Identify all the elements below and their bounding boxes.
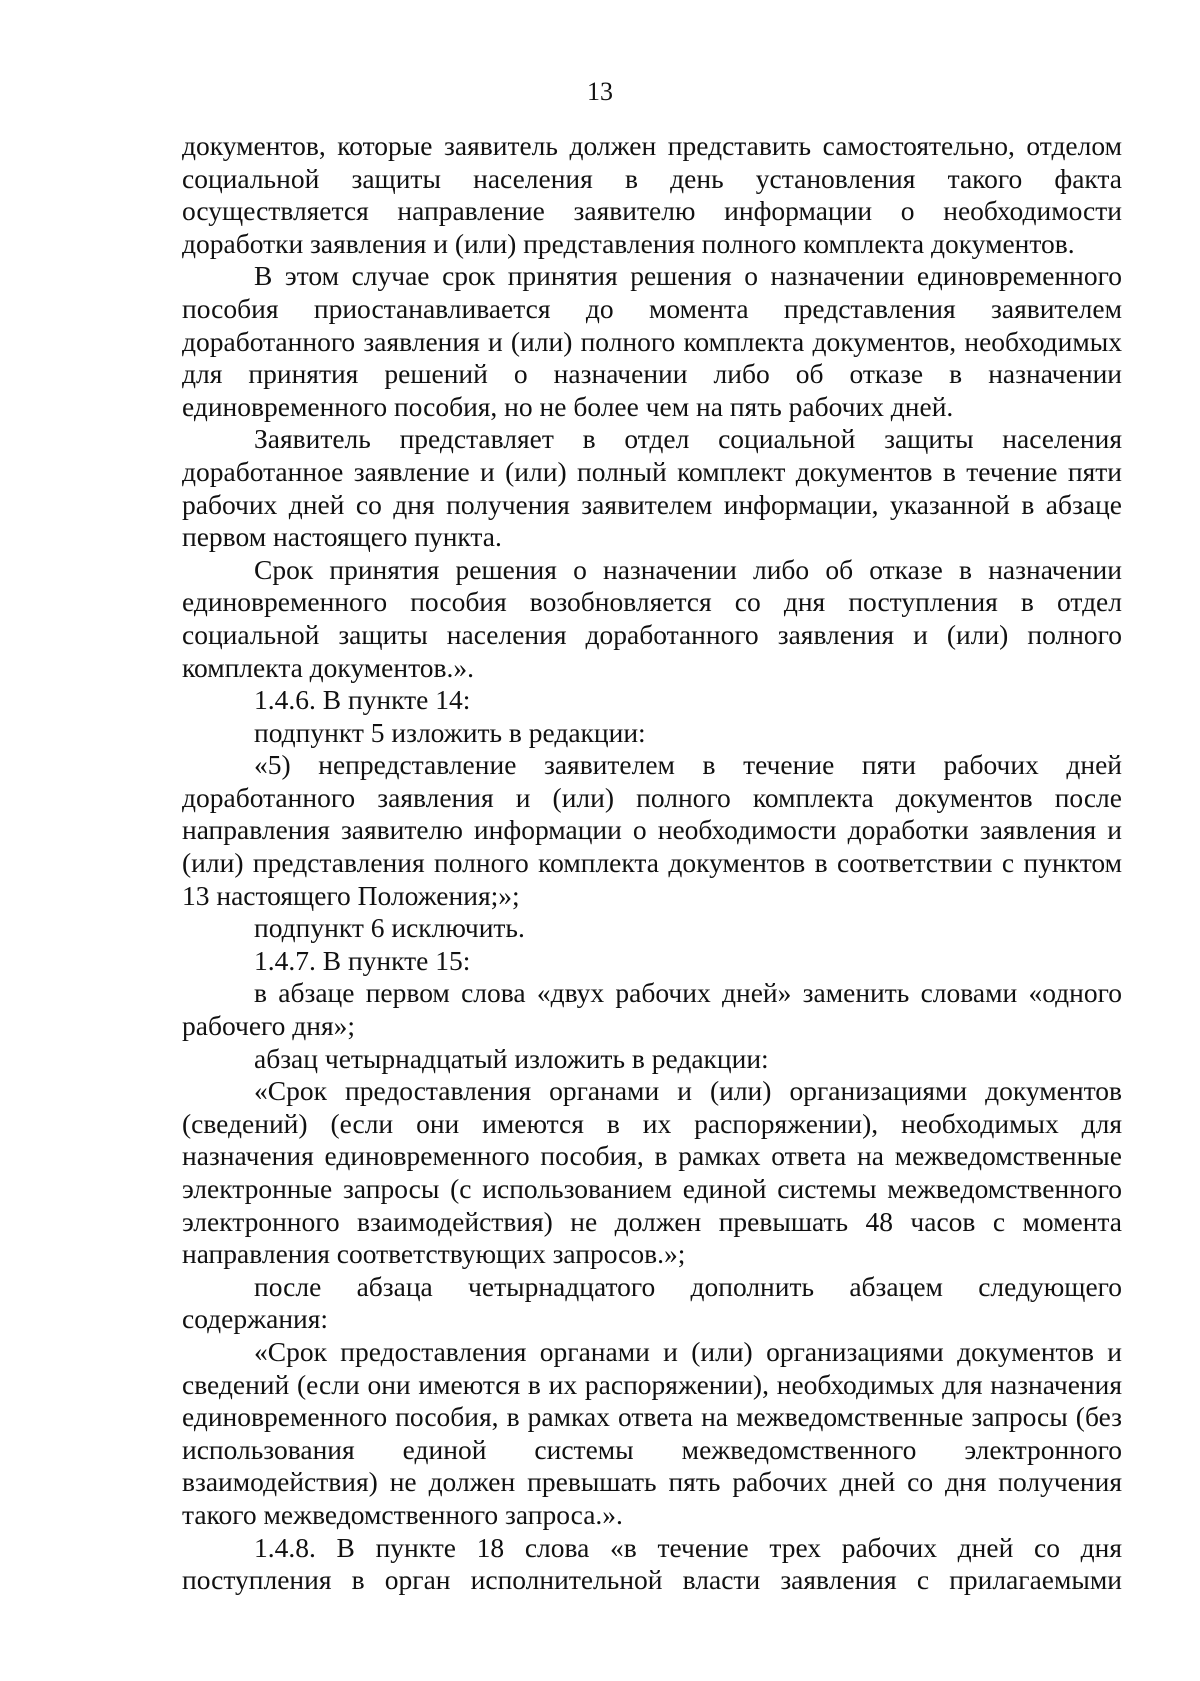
paragraph-13: после абзаца четырнадцатого дополнить абзацем следующего содержания: [182,1270,1122,1335]
paragraph-1: документов, которые заявитель должен представить самостоятельно, отделом социальной защиты населения в день установления такого факта осуществляется направление заявителю информации о необходимости доработки заявления и (или) представления полного комплекта документов. [182,130,1122,259]
paragraph-14: «Срок предоставления органами и (или) организациями документов и сведений (если они имеются в их распоряжении), необходимых для назначения единовременного пособия, в рамках ответа на межведомственные запросы (без использования единой системы межведомственного электронного взаимодействия) не должен превышать пять рабочих дней со дня получения такого межведомственного запроса.». [182,1335,1122,1530]
paragraph-12: «Срок предоставления органами и (или) организациями документов (сведений) (если они имеются в их распоряжении), необходимых для назначения единовременного пособия, в рамках ответа на межведомственные электронные запросы (с использованием единой системы межведомственного электронного взаимодействия) не должен превышать 48 часов с момента направления соответствующих запросов.»; [182,1075,1122,1270]
paragraph-6: подпункт 5 изложить в редакции: [254,716,646,748]
paragraph-5: 1.4.6. В пункте 14: [254,684,471,716]
paragraph-7: «5) непредставление заявителем в течение пяти рабочих дней доработанного заявления и (или) полного комплекта документов после направления заявителю информации о необходимости доработки заявления и (или) представления полного комплекта документов в соответствии с пунктом 13 настоящего Положения;»; [182,749,1122,911]
paragraph-10: в абзаце первом слова «двух рабочих дней» заменить словами «одного рабочего дня»; [182,977,1122,1042]
paragraph-8: подпункт 6 исключить. [254,912,525,944]
paragraph-2: В этом случае срок принятия решения о назначении единовременного пособия приостанавливается до момента представления заявителем доработанного заявления и (или) полного комплекта документов, необходимых для принятия решений о назначении либо об отказе в назначении единовременного пособия, но не более чем на пять рабочих дней. [182,260,1122,422]
paragraph-15: 1.4.8. В пункте 18 слова «в течение трех рабочих дней со дня поступления в орган исполнительной власти заявления с прилагаемыми [182,1531,1122,1596]
paragraph-11: абзац четырнадцатый изложить в редакции: [254,1042,769,1074]
paragraph-9: 1.4.7. В пункте 15: [254,944,471,976]
paragraph-4: Срок принятия решения о назначении либо об отказе в назначении единовременного пособия возобновляется со дня поступления в отдел социальной защиты населения доработанного заявления и (или) полного комплекта документов.». [182,553,1122,683]
paragraph-3: Заявитель представляет в отдел социальной защиты населения доработанное заявление и (или) полный комплект документов в течение пяти рабочих дней со дня получения заявителем информации, указанной в абзаце первом настоящего пункта. [182,423,1122,553]
page-number: 13 [587,77,613,106]
document-body [182,130,1122,1597]
